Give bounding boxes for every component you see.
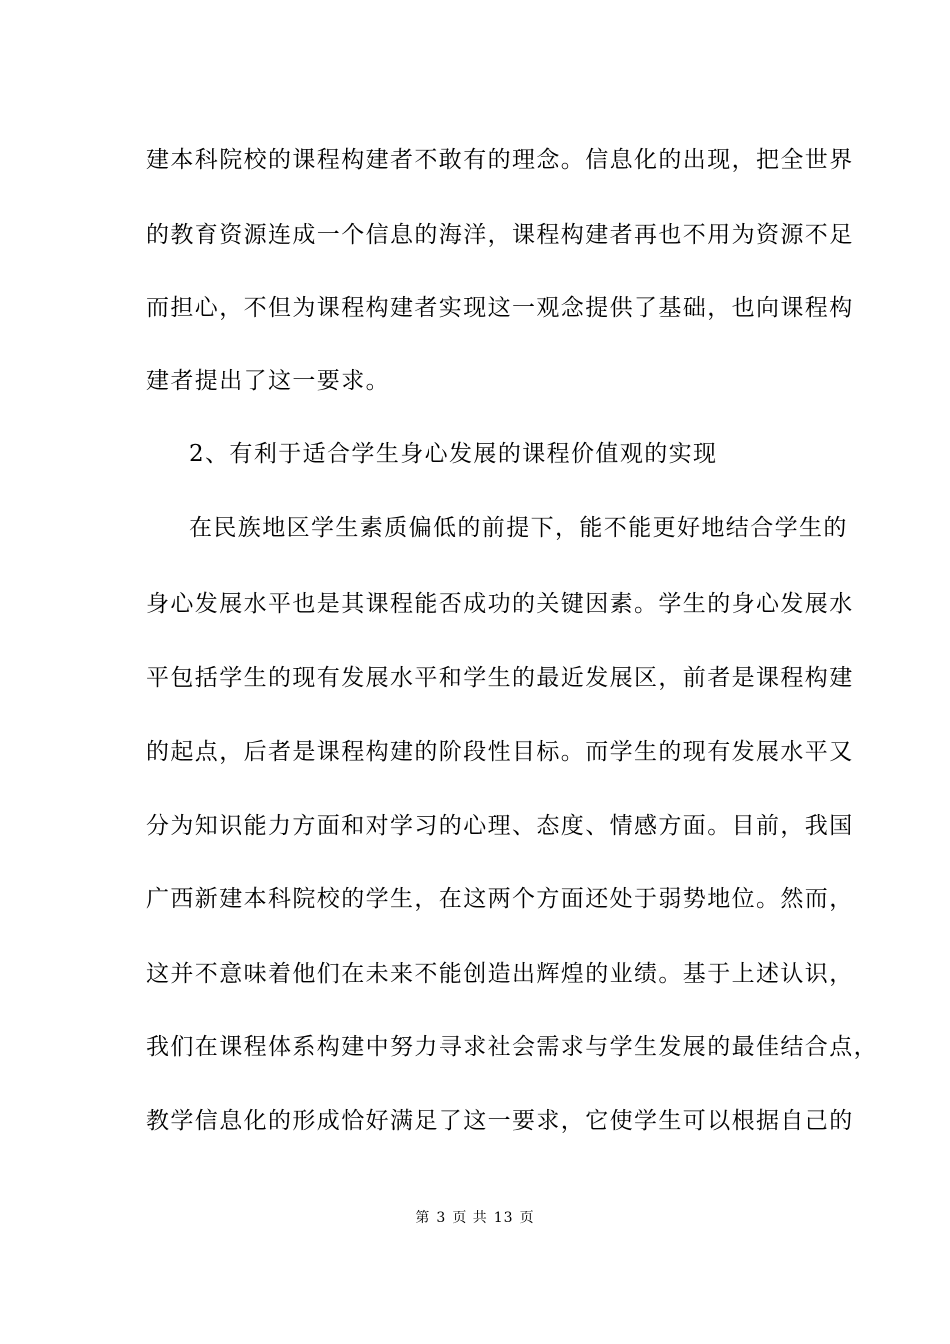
body-text-line: 建本科院校的课程构建者不敢有的理念。信息化的出现，把全世界 (146, 147, 854, 173)
body-text-line: 而担心，不但为课程构建者实现这一观念提供了基础，也向课程构 (146, 295, 854, 321)
body-text-line: 平包括学生的现有发展水平和学生的最近发展区，前者是课程构建 (146, 665, 854, 691)
body-text-line: 身心发展水平也是其课程能否成功的关键因素。学生的身心发展水 (146, 591, 854, 617)
body-text-line: 的起点，后者是课程构建的阶段性目标。而学生的现有发展水平又 (146, 739, 854, 765)
body-text-line: 分为知识能力方面和对学习的心理、态度、情感方面。目前，我国 (146, 813, 854, 839)
body-text-line: 的教育资源连成一个信息的海洋，课程构建者再也不用为资源不足 (146, 222, 854, 248)
footer-label-mid: 页 共 (452, 1210, 488, 1226)
section-heading: 2、有利于适合学生身心发展的课程价值观的实现 (189, 441, 718, 467)
current-page-number: 3 (436, 1210, 447, 1226)
body-text-line: 这并不意味着他们在未来不能创造出辉煌的业绩。基于上述认识， (146, 961, 854, 987)
page-footer (0, 1208, 950, 1228)
body-text-line: 在民族地区学生素质偏低的前提下，能不能更好地结合学生的 (189, 515, 848, 541)
body-text-line: 教学信息化的形成恰好满足了这一要求，它使学生可以根据自己的 (146, 1108, 854, 1134)
body-text-line: 我们在课程体系构建中努力寻求社会需求与学生发展的最佳结合点， (146, 1034, 878, 1060)
footer-label-prefix: 第 (415, 1210, 431, 1226)
body-text-line: 广西新建本科院校的学生，在这两个方面还处于弱势地位。然而， (146, 886, 854, 912)
total-page-count: 13 (493, 1210, 514, 1226)
footer-label-suffix: 页 (519, 1210, 535, 1226)
body-text-line: 建者提出了这一要求。 (146, 368, 390, 394)
